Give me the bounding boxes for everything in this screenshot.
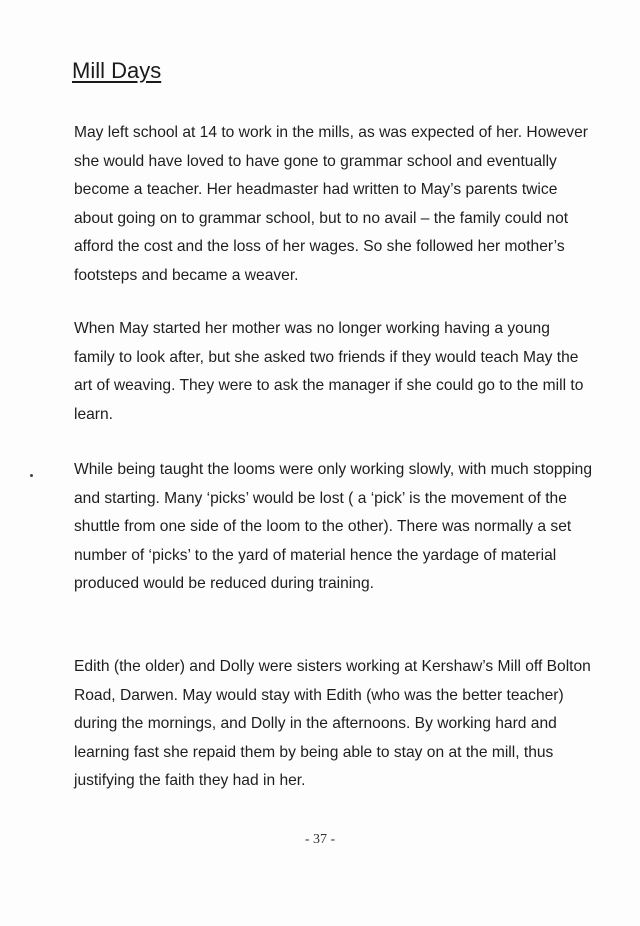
ink-speck xyxy=(30,474,33,477)
paragraph-leaving-school: May left school at 14 to work in the mills, as was expected of her. However she would have loved to have gone to grammar school and eventually become a teacher. Her headmaster had written to May’s parents twice about going on to grammar school, but to no avail – the family could not afford the cost and the loss of her wages. So she followed her mother’s footsteps and became a weaver. xyxy=(74,124,588,284)
page-number: - 37 - xyxy=(304,832,336,847)
paragraph-learning-weaving: When May started her mother was no longer working having a young family to look after, but she asked two friends if they would teach May the art of weaving. They were to ask the manager if she could go to the mill to learn. xyxy=(74,320,584,423)
paragraph-edith-and-dolly: Edith (the older) and Dolly were sisters working at Kershaw’s Mill off Bolton Road, Darwen. May would stay with Edith (who was the better teacher) during the mornings, and Dolly in the afternoons. By working hard and learning fast she repaid them by being able to stay on at the mill, thus justifying the faith they had in her. xyxy=(74,658,591,790)
paragraph-training-looms: While being taught the looms were only working slowly, with much stopping and starting. Many ‘picks’ would be lost ( a ‘pick’ is the movement of the shuttle from one side of the loom to the other). There was normally a set number of ‘picks’ to the yard of material hence the yardage of material produced would be reduced during training. xyxy=(74,461,593,593)
page-title: Mill Days xyxy=(72,58,162,83)
